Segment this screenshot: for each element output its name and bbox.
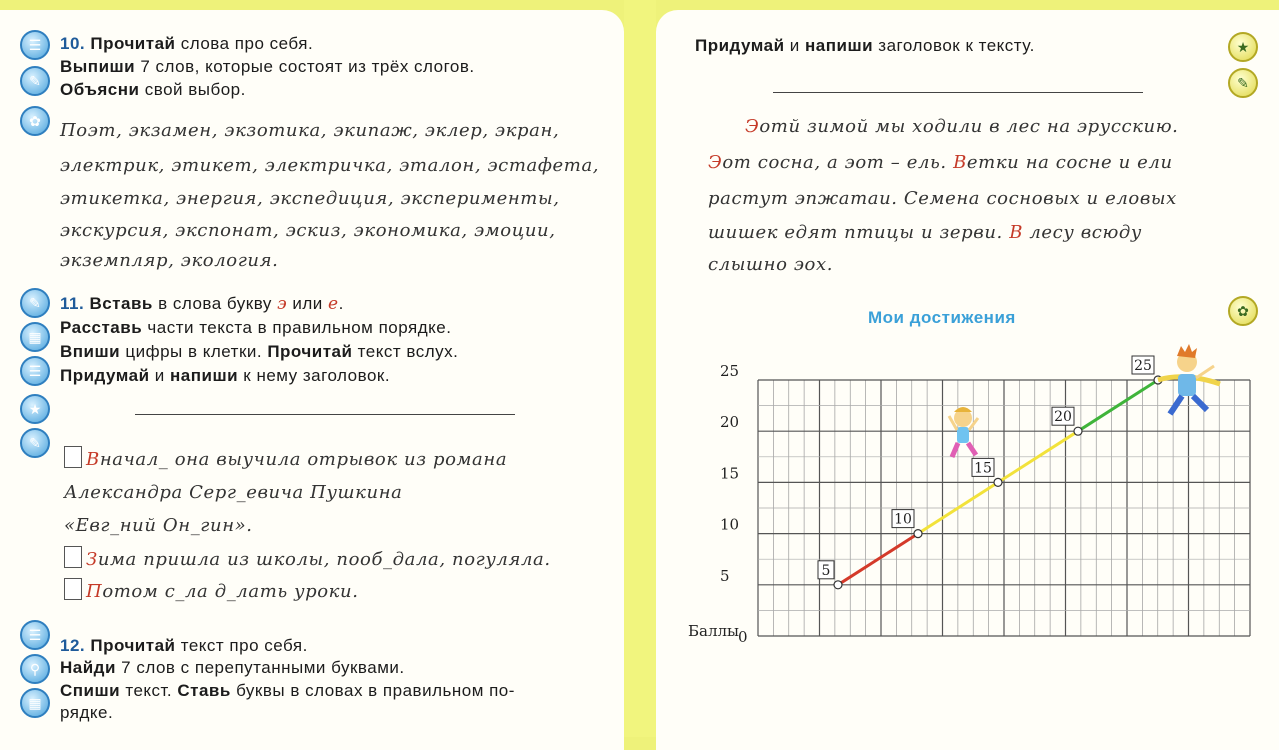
book-spine: [624, 0, 656, 737]
right-task-text: заголовок к тексту.: [873, 36, 1035, 55]
part-initial-letter: В: [86, 449, 100, 470]
pencil-write-icon: ✎: [1228, 68, 1258, 98]
ex11-verb-invent: Придумай: [60, 366, 150, 385]
ex11-verb-insert: Вставь: [89, 294, 153, 313]
magnifier-search-icon: ⚲: [20, 654, 50, 684]
progress-point: [914, 530, 922, 538]
ex10-line3-text: свой выбор.: [139, 80, 246, 99]
y-tick-label: 5: [720, 566, 730, 585]
right-verb-invent: Придумай: [695, 36, 785, 55]
story-line: [708, 152, 1173, 173]
blocks-order-icon: ▦: [20, 688, 50, 718]
right-verb-write: напиши: [805, 36, 874, 55]
ex12-line1-text: текст про себя.: [175, 636, 308, 655]
ex11-number: 11.: [60, 294, 85, 313]
ex11-line2: [60, 318, 451, 338]
order-checkbox[interactable]: [64, 546, 82, 568]
chart-y-label: Баллы: [688, 622, 739, 640]
story-initial-letter: В: [953, 152, 967, 173]
pencil-write-icon: ✎: [20, 428, 50, 458]
ex11-part3: [64, 578, 359, 602]
achievements-title: Мои достижения: [868, 308, 1016, 327]
ex10-line2: [60, 57, 475, 77]
chart-points: [818, 356, 1162, 589]
read-book-icon: ☰: [20, 30, 50, 60]
story-line: [708, 222, 1142, 243]
story-text: шишек едят птицы и зерви.: [708, 222, 1010, 243]
ex11-verb-write: напиши: [170, 366, 239, 385]
ex10-words-line: этикетка, энергия, экспедиция, эксперименты,: [60, 188, 560, 209]
chart-grid: [758, 380, 1250, 636]
ex12-verb-copy: Спиши: [60, 681, 121, 700]
ex11-part1-line3: «Евг_ний Он_гин».: [64, 515, 253, 536]
ex10-line2-text: 7 слов, которые состоят из трёх слогов.: [135, 57, 475, 76]
point-label: 5: [821, 562, 831, 579]
story-line: [708, 254, 833, 275]
part-initial-letter: П: [86, 581, 103, 602]
order-checkbox[interactable]: [64, 578, 82, 600]
point-label: 20: [1054, 409, 1072, 426]
ex12-line3: [60, 681, 515, 701]
ex10-words-line: экскурсия, экспонат, эскиз, экономика, эмоции,: [60, 220, 556, 241]
point-label: 15: [974, 460, 992, 477]
story-text: етки на сосне и ели: [966, 152, 1173, 173]
ex10-line1-text: слова про себя.: [175, 34, 314, 53]
y-tick-label: 20: [720, 413, 740, 432]
read-book-icon: ☰: [20, 620, 50, 650]
ex11-and: и: [149, 366, 170, 385]
letter-e-reversed: э: [277, 294, 288, 314]
story-initial-letter: В: [1009, 222, 1024, 243]
lightbulb-idea-icon: ★: [20, 394, 50, 424]
ex11-line3-text2: текст вслух.: [352, 342, 459, 361]
pencil-write-icon: ✎: [20, 66, 50, 96]
ex12-verb-find: Найди: [60, 658, 116, 677]
ex10-words-line: экземпляр, экология.: [60, 250, 279, 271]
ex10-words-line: Поэт, экзамен, экзотика, экипаж, эклер, экран,: [60, 120, 560, 141]
ex12-line1: [60, 636, 308, 656]
ex11-part1: [64, 446, 507, 470]
ex12-line2-text: 7 слов с перепутанными буквами.: [115, 658, 405, 677]
ex10-line1: [60, 34, 313, 54]
ex12-line3-text2: буквы в словах в правильном по-: [230, 681, 515, 700]
ex11-line1: [60, 294, 344, 314]
progress-point: [994, 478, 1002, 486]
story-text: слышно эох.: [708, 254, 834, 275]
story-text: от сосна, а эот – ель.: [722, 152, 954, 173]
y-tick-label: 0: [738, 628, 748, 646]
ex10-number: 10.: [60, 34, 86, 53]
part-initial-letter: З: [86, 549, 98, 570]
progress-point: [1074, 427, 1082, 435]
ex11-or: или: [287, 294, 328, 313]
ex10-verb-read: Прочитай: [90, 34, 176, 53]
ex12-line4: рядке.: [60, 703, 114, 722]
story-text: отй зимой мы ходили в лес на эрусскию.: [759, 116, 1179, 137]
story-text: лесу всюду: [1023, 222, 1142, 243]
ex10-line3: [60, 80, 246, 100]
story-text: растут эпжатаи. Семена сосновых и еловых: [708, 188, 1177, 209]
part-text: има пришла из школы, пооб_дала, погуляла.: [97, 549, 551, 570]
story-line: [745, 116, 1179, 137]
ex10-verb-explain: Объясни: [60, 80, 140, 99]
ex12-verb-put: Ставь: [177, 681, 231, 700]
part-text: начал_ она выучила отрывок из романа: [99, 449, 508, 470]
ex11-line1-text: в слова букву: [152, 294, 278, 313]
ex11-line4-text: к нему заголовок.: [238, 366, 391, 385]
y-tick-label: 10: [720, 515, 740, 534]
point-label: 10: [894, 511, 912, 528]
ex11-verb-arrange: Расставь: [60, 318, 143, 337]
chart-y-ticks: [720, 362, 748, 646]
ex12-line2: [60, 658, 405, 678]
ex11-line3: [60, 342, 458, 362]
story-line: [708, 188, 1177, 209]
ex11-line4: [60, 366, 390, 386]
ex11-part2: [64, 546, 551, 570]
y-tick-label: 15: [720, 464, 740, 483]
title-writing-line[interactable]: [135, 414, 515, 415]
right-and: и: [784, 36, 805, 55]
ex11-verb-read: Прочитай: [267, 342, 353, 361]
pencil-write-icon: ✎: [20, 288, 50, 318]
ex11-line3-text1: цифры в клетки.: [120, 342, 268, 361]
letter-e: е: [328, 294, 339, 314]
ex11-part1-line2: Александра Серг_евича Пушкина: [64, 482, 403, 503]
girl-figure: [949, 407, 978, 457]
achievements-chart: [680, 340, 1260, 650]
lightbulb-idea-icon: ★: [1228, 32, 1258, 62]
progress-point: [834, 581, 842, 589]
y-tick-label: 25: [720, 362, 740, 380]
ex12-verb-read: Прочитай: [90, 636, 176, 655]
story-initial-letter: Э: [745, 116, 760, 137]
ex12-line3-text1: текст.: [120, 681, 178, 700]
order-checkbox[interactable]: [64, 446, 82, 468]
point-label: 25: [1134, 358, 1152, 374]
story-initial-letter: Э: [708, 152, 723, 173]
right-task-line: [695, 36, 1035, 56]
bird-explain-icon: ✿: [20, 106, 50, 136]
ex12-number: 12.: [60, 636, 86, 655]
heading-writing-line[interactable]: [773, 92, 1143, 93]
ex10-verb-write: Выпиши: [60, 57, 136, 76]
ex11-verb-fill: Впиши: [60, 342, 121, 361]
part-text: отом с_ла д_лать уроки.: [102, 581, 359, 602]
read-book-icon: ☰: [20, 356, 50, 386]
ex11-line2-text: части текста в правильном порядке.: [142, 318, 452, 337]
blocks-order-icon: ▦: [20, 322, 50, 352]
ex11-period: .: [338, 294, 344, 313]
ex10-words-line: электрик, этикет, электричка, эталон, эстафета,: [60, 155, 600, 176]
bird-achievements-icon: ✿: [1228, 296, 1258, 326]
